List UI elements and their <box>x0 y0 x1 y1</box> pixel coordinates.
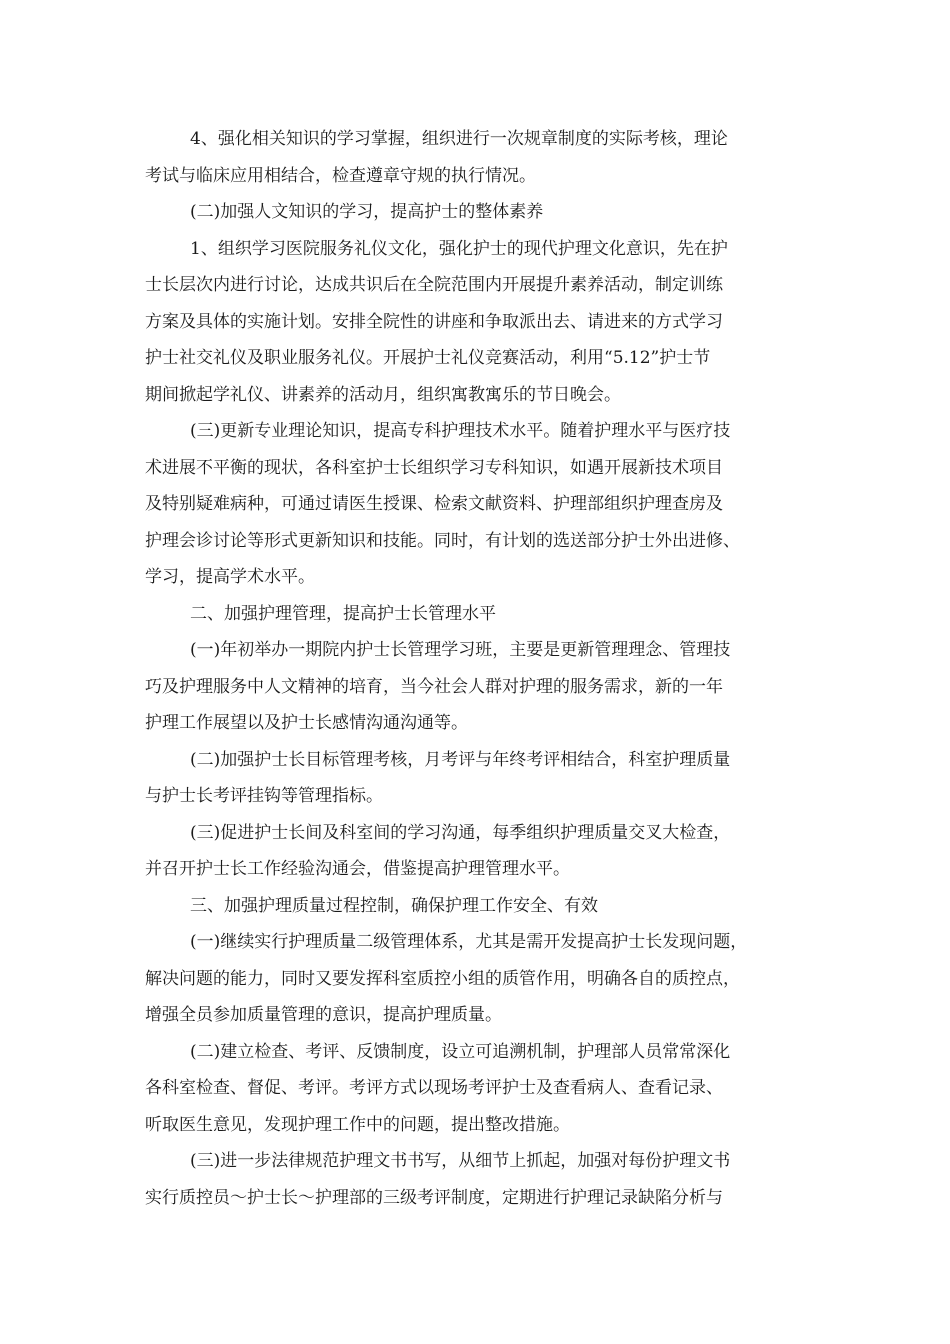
text-line: (三)进一步法律规范护理文书书写，从细节上抓起，加强对每份护理文书 <box>190 1151 731 1171</box>
text-line: (一)继续实行护理质量二级管理体系，尤其是需开发提高护士长发现问题， <box>190 932 748 952</box>
text-line: 期间掀起学礼仪、讲素养的活动月，组织寓教寓乐的节日晚会。 <box>145 384 621 405</box>
text-line: 解决问题的能力，同时又要发挥科室质控小组的质管作用，明确各自的质控点， <box>145 968 740 989</box>
text-line: 考试与临床应用相结合，检查遵章守规的执行情况。 <box>145 165 536 186</box>
text-line: 1、组织学习医院服务礼仪文化，强化护士的现代护理文化意识，先在护 <box>190 238 728 259</box>
text-line: 二、加强护理管理，提高护士长管理水平 <box>190 603 496 624</box>
text-line: 护理工作展望以及护士长感情沟通沟通等。 <box>145 713 468 733</box>
text-line: 实行质控员～护士长～护理部的三级考评制度，定期进行护理记录缺陷分析与 <box>145 1187 723 1208</box>
text-line: 4、强化相关知识的学习掌握，组织进行一次规章制度的实际考核，理论 <box>190 129 728 149</box>
text-line: (三)促进护士长间及科室间的学习沟通，每季组织护理质量交叉大检查， <box>190 822 731 843</box>
text-line: 护士社交礼仪及职业服务礼仪。开展护士礼仪竞赛活动，利用“5.12”护士节 <box>145 348 711 368</box>
text-line: 术进展不平衡的现状，各科室护士长组织学习专科知识，如遇开展新技术项目 <box>145 457 723 478</box>
text-line: (三)更新专业理论知识，提高专科护理技术水平。随着护理水平与医疗技 <box>190 421 731 441</box>
text-line: (二)建立检查、考评、反馈制度，设立可追溯机制，护理部人员常常深化 <box>190 1041 731 1062</box>
document-body <box>145 121 813 1216</box>
text-line: (一)年初举办一期院内护士长管理学习班，主要是更新管理理念、管理技 <box>190 640 731 660</box>
text-line: 护理会诊讨论等形式更新知识和技能。同时，有计划的选送部分护士外出进修、 <box>145 530 740 551</box>
text-line: 方案及具体的实施计划。安排全院性的讲座和争取派出去、请进来的方式学习 <box>145 311 723 332</box>
text-line: 与护士长考评挂钩等管理指标。 <box>145 786 383 806</box>
text-line: 士长层次内进行讨论，达成共识后在全院范围内开展提升素养活动，制定训练 <box>145 275 723 295</box>
text-line: 巧及护理服务中人文精神的培育，当今社会人群对护理的服务需求，新的一年 <box>145 676 723 697</box>
text-line: (二)加强人文知识的学习，提高护士的整体素养 <box>190 202 544 222</box>
text-line: 并召开护士长工作经验沟通会，借鉴提高护理管理水平。 <box>145 859 570 879</box>
text-line: 各科室检查、督促、考评。考评方式以现场考评护士及查看病人、查看记录、 <box>145 1078 723 1098</box>
text-line: 学习，提高学术水平。 <box>145 567 315 587</box>
text-line: 听取医生意见，发现护理工作中的问题，提出整改措施。 <box>145 1114 570 1135</box>
text-line: 三、加强护理质量过程控制，确保护理工作安全、有效 <box>190 895 598 916</box>
text-line: 增强全员参加质量管理的意识，提高护理质量。 <box>145 1005 502 1025</box>
text-line: (二)加强护士长目标管理考核，月考评与年终考评相结合，科室护理质量 <box>190 749 731 770</box>
text-line: 及特别疑难病种，可通过请医生授课、检索文献资料、护理部组织护理查房及 <box>145 494 723 514</box>
